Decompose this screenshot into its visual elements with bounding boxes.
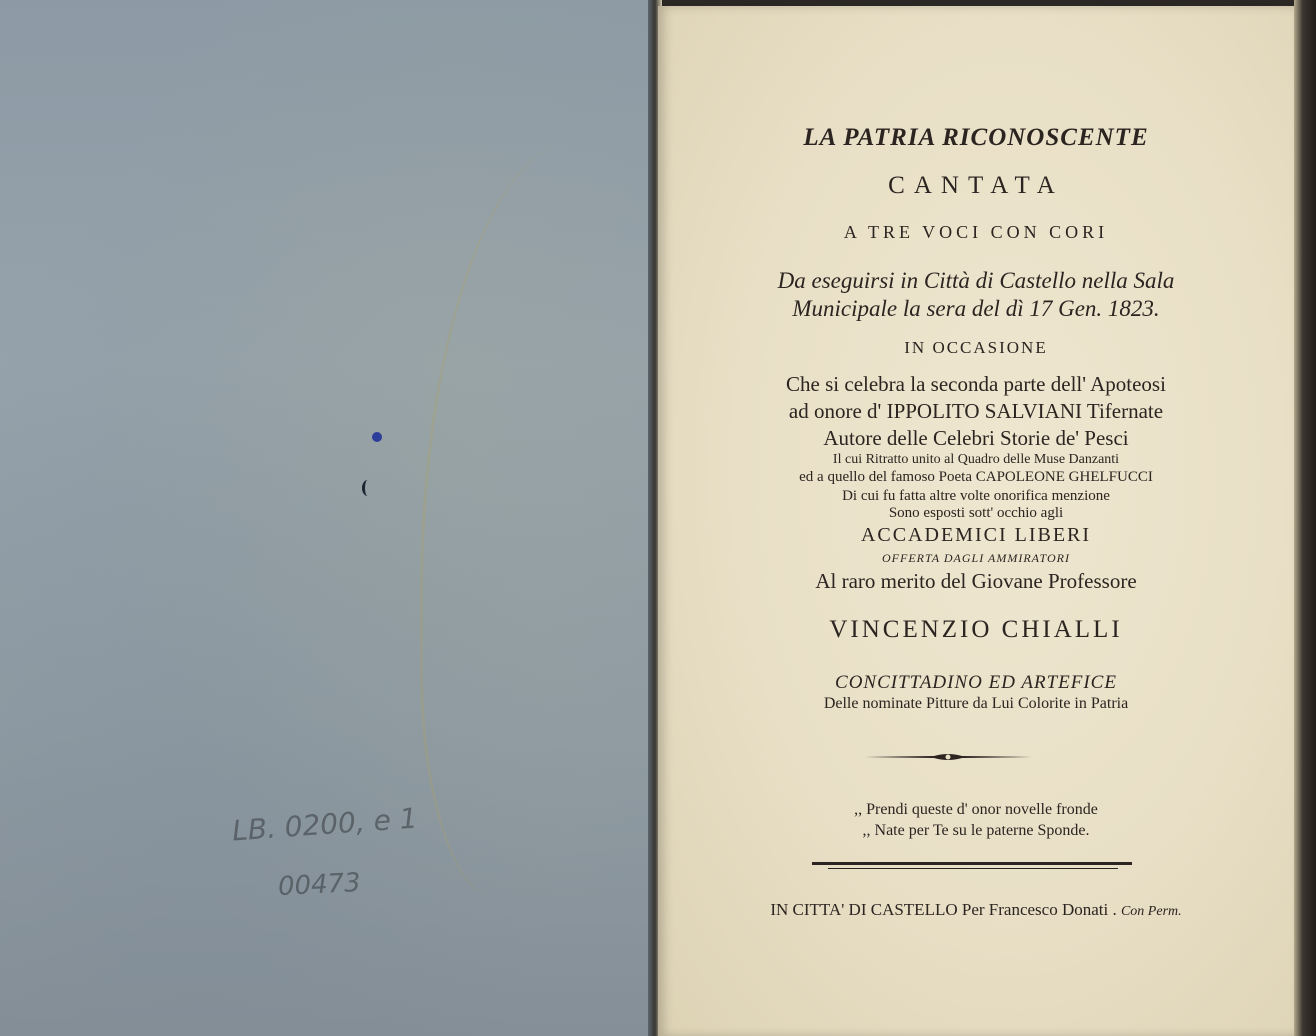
divider xyxy=(828,868,1118,869)
honoree-works: Delle nominate Pitture da Lui Colorite in Patria xyxy=(823,695,1129,712)
dedication-line: Che si celebra la seconda parte dell' Apoteosi xyxy=(786,372,1166,396)
shelfmark: LB. 0200, e 1 xyxy=(231,801,419,848)
dedication-line: Il cui Ritratto unito al Quadro delle Muse Danzanti xyxy=(832,452,1120,467)
water-stain xyxy=(420,140,683,900)
imprint-text: IN CITTA' DI CASTELLO Per Francesco Donati . xyxy=(770,900,1117,919)
ink-mark xyxy=(362,480,373,496)
inventory-number: 00473 xyxy=(277,867,362,903)
imprint-permission: Con Perm. xyxy=(1120,904,1182,919)
imprint xyxy=(658,900,1294,920)
academy-name: ACCADEMICI LIBERI xyxy=(860,524,1092,546)
title-page xyxy=(658,6,1294,1036)
honoree-title: CONCITTADINO ED ARTEFICE xyxy=(835,672,1117,693)
page-edge xyxy=(1294,0,1316,1036)
dedication-line: ed a quello del famoso Poeta CAPOLEONE GHELFUCCI xyxy=(799,469,1153,485)
divider xyxy=(812,862,1132,865)
voices: A TRE VOCI CON CORI xyxy=(843,222,1109,242)
genre: CANTATA xyxy=(888,172,1064,199)
dedication-line: ad onore d' IPPOLITO SALVIANI Tifernate xyxy=(788,399,1164,423)
merit-line: Al raro merito del Giovane Professore xyxy=(815,569,1137,593)
honoree-name: VINCENZIO CHIALLI xyxy=(829,616,1123,643)
ornament-rule-icon xyxy=(864,752,1032,762)
performance-line: Da eseguirsi in Città di Castello nella Sala xyxy=(777,268,1175,293)
ink-dot xyxy=(372,432,382,442)
verse-line: ,, Nate per Te su le paterne Sponde. xyxy=(862,822,1090,839)
dedication-line: Sono esposti sott' occhio agli xyxy=(888,505,1064,521)
occasion-heading: IN OCCASIONE xyxy=(904,338,1048,357)
verse-line: ,, Prendi queste d' onor novelle fronde xyxy=(854,801,1098,818)
title: LA PATRIA RICONOSCENTE xyxy=(803,124,1149,151)
offered-by: OFFERTA DAGLI AMMIRATORI xyxy=(882,551,1070,565)
dedication-line: Di cui fu fatta altre volte onorifica menzione xyxy=(842,488,1110,504)
performance-line: Municipale la sera del dì 17 Gen. 1823. xyxy=(792,296,1160,321)
dedication-line: Autore delle Celebri Storie de' Pesci xyxy=(823,426,1129,450)
